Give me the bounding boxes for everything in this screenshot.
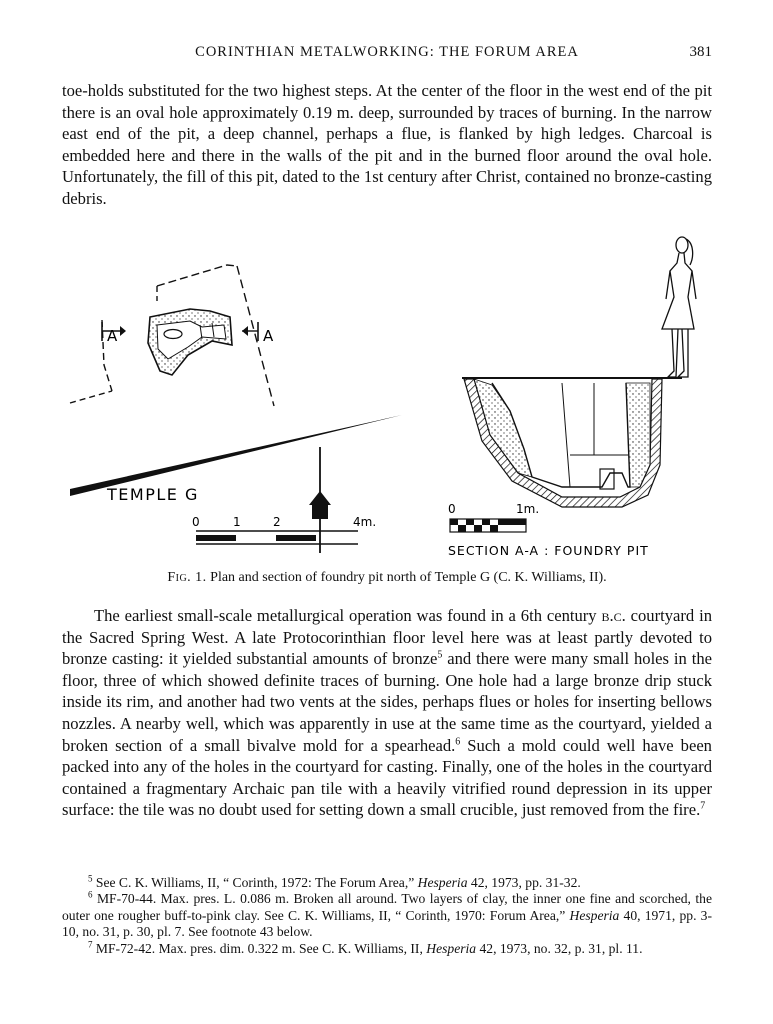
- paragraph-2-text: The earliest small-scale metallurgical operation was found in a 6th century: [94, 606, 602, 625]
- svg-text:0: 0: [448, 502, 456, 516]
- paragraph-2-text: courtyard in the Sacred Spring West. A late Protocorinthian floor level here was at least partly devoted to bronze casting: it yielded substantial amounts of bronze: [62, 606, 712, 669]
- svg-text:A: A: [263, 327, 274, 345]
- footnote-5: $^5$ See C. K. Williams, II, “ Corinth, 1972: The Forum Area,” Hesperia 42, 1973, pp. 31-32.: [88, 873, 581, 890]
- footnotes: [62, 875, 712, 957]
- paragraph-2: [62, 605, 712, 821]
- paragraph-1: toe-holds substituted for the two highest steps. At the center of the floor in the west end of the pit there is an oval hole approximately 0.19 m. deep, surrounded by traces of burning. In the narrow east end of the pit, a deep channel, perhaps a flue, is flanked by high ledges. Charcoal is embedded here and there in the walls of the pit and in the burned floor around the oval hole. Unfortunately, the fill of this pit, dated to the 1st century after Christ, contained no bronze-casting debris.: [62, 81, 712, 208]
- svg-text:1: 1: [233, 515, 241, 529]
- section-marker-left: [102, 322, 126, 345]
- footnote-7: $^7$ MF-72-42. Max. pres. dim. 0.322 m. See C. K. Williams, II, Hesperia 42, 1973, no. 32, p. 31, pl. 11.: [88, 939, 643, 956]
- svg-text:2: 2: [273, 515, 281, 529]
- caption-text: Plan and section of foundry pit north of Temple G (C. K. Williams, II).: [210, 570, 607, 585]
- paragraph-2-text: and there were many small holes in the floor, three of which showed definite traces of burning. One hole had a large bronze drip stuck inside its rim, and another had two vents at the sides, perhaps flues or holes for inserting bellows nozzles. A nearby well, which was apparently in use at the same time as the courtyard, yielded a broken section of a small bivalve mold for a spearhead.: [62, 649, 712, 755]
- footnote-ref-6[interactable]: 6: [455, 736, 461, 748]
- page-number: 381: [689, 44, 712, 60]
- footnote-ref-5[interactable]: 5: [437, 649, 443, 661]
- figure-drawing: [62, 225, 712, 565]
- section-title: SECTION A-A : FOUNDRY PIT: [448, 543, 649, 558]
- temple-label: TEMPLE G: [107, 485, 199, 504]
- running-head: [62, 44, 712, 64]
- svg-text:A: A: [107, 327, 118, 345]
- plan-view: [70, 265, 402, 553]
- plan-scale-bar: [192, 515, 376, 544]
- svg-text:1m.: 1m.: [516, 502, 540, 516]
- section-marker-right: [242, 322, 274, 345]
- svg-text:4m.: 4m.: [353, 515, 377, 529]
- section-view: [448, 237, 696, 558]
- era-abbrev: b.c.: [601, 606, 626, 625]
- figure-caption: [62, 570, 712, 586]
- running-title: CORINTHIAN METALWORKING: THE FORUM AREA: [195, 44, 579, 60]
- temple-g-wall: [70, 415, 402, 496]
- caption-number: Fig. 1.: [167, 570, 207, 585]
- paragraph-2-text: Such a mold could well have been packed into any of the holes in the courtyard for casting. Finally, one of the holes in the courtyard contained a fragmentary Archaic pan tile with a heavily vitrified round depression in its upper surface: the tile was no doubt used for setting down a small crucible, just removed from the fire.: [62, 735, 712, 820]
- section-scale-bar: [448, 502, 539, 532]
- figure-1: [62, 225, 712, 565]
- footnote-ref-7[interactable]: 7: [700, 800, 706, 812]
- svg-text:0: 0: [192, 515, 200, 529]
- footnote-6: $^6$ MF-70-44. Max. pres. L. 0.086 m. Broken all around. Two layers of clay, the inner one fine and scorched, the outer one rougher buff-to-pink clay. See C. K. Williams, II, “ Corinth, 1970: Forum Area,” Hesperia 40, 1971, pp. 3-10, no. 31, p. 30, pl. 7. See footnote 43 below.: [62, 889, 712, 940]
- human-figure: [662, 237, 696, 377]
